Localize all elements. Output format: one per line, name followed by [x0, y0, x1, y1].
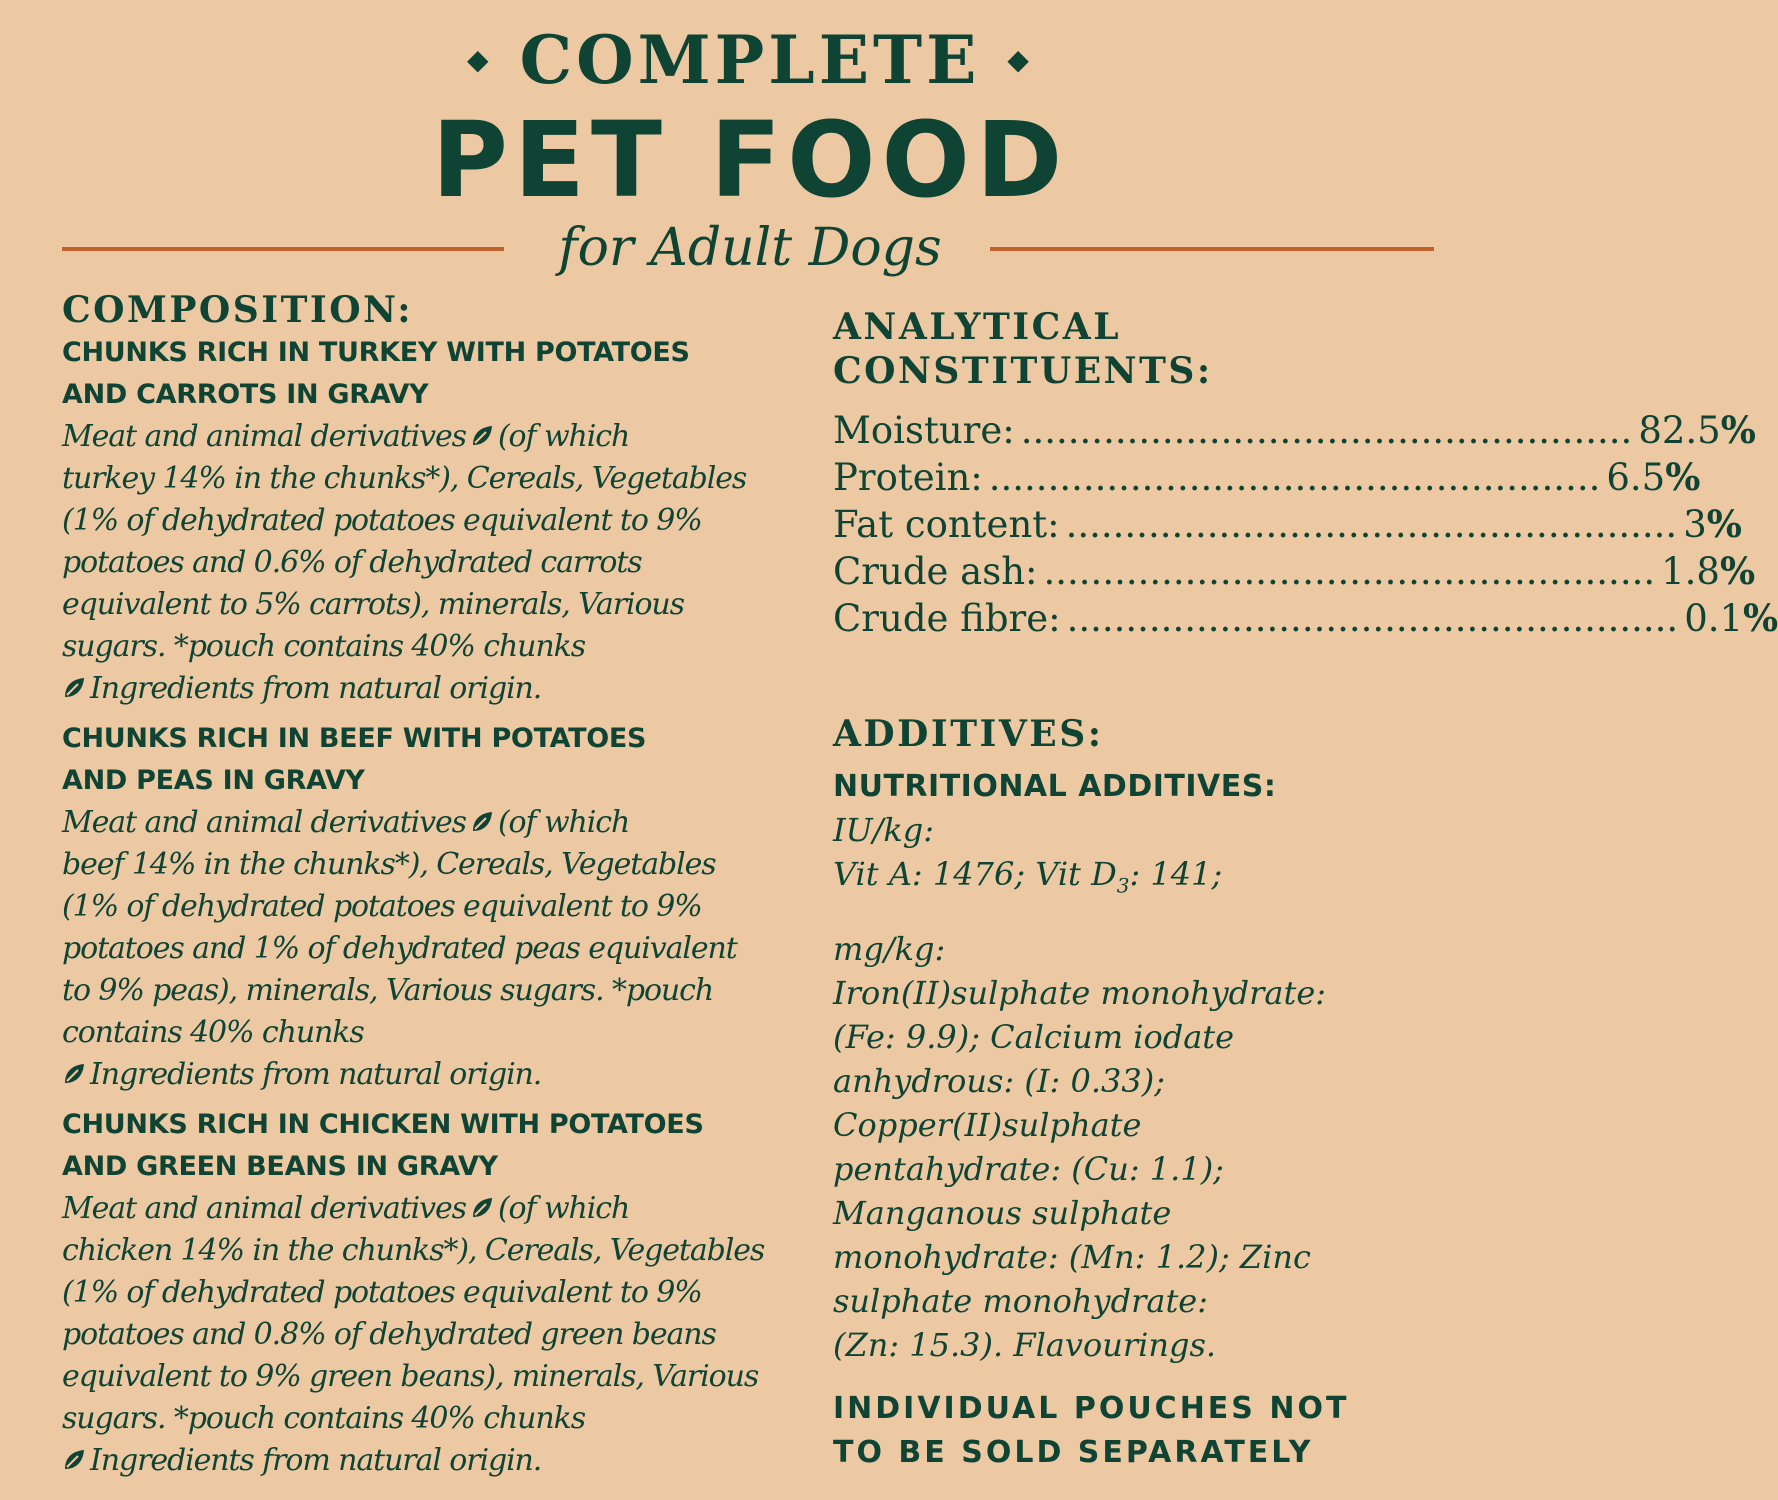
diamond-icon: ◆ — [467, 43, 493, 76]
header-subtitle: for Adult Dogs — [558, 218, 942, 278]
individual-pouches-note: INDIVIDUAL POUCHES NOT TO BE SOLD SEPARATELY — [833, 1391, 1350, 1471]
product-title: AND CARROTS IN GRAVY — [62, 379, 429, 410]
product-block — [62, 718, 822, 1096]
ingredient-line: to 9% peas), minerals, Various sugars. *pouch — [62, 973, 714, 1008]
ingredient-line: contains 40% chunks — [62, 1015, 364, 1050]
constituent-row — [833, 595, 1778, 642]
product-block — [62, 332, 822, 710]
subtitle-row — [0, 215, 1500, 285]
constituent-label: Crude ash: — [833, 550, 1038, 593]
constituent-label: Protein: — [833, 456, 983, 499]
header — [0, 20, 1500, 221]
header-complete: ◆ COMPLETE ◆ — [467, 21, 1033, 99]
ingredient-line: (1% of dehydrated potatoes equivalent to 9% — [62, 503, 702, 538]
additive-line: pentahydrate: (Cu: 1.1); — [833, 1150, 1224, 1189]
ingredient-line: equivalent to 9% green beans), minerals, Various — [62, 1359, 759, 1394]
constituent-row — [833, 454, 1701, 501]
ingredient-line: sugars. *pouch contains 40% chunks — [62, 1401, 585, 1436]
leaf-icon — [62, 1062, 86, 1086]
leader-dots: .................................................... — [1065, 503, 1678, 546]
natural-origin-note: Ingredients from natural origin. — [62, 1440, 822, 1482]
additive-line: anhydrous: (I: 0.33); — [833, 1062, 1165, 1101]
additive-line: monohydrate: (Mn: 1.2); Zinc — [833, 1238, 1311, 1277]
constituent-row — [833, 548, 1756, 595]
additive-line: (Zn: 15.3). Flavourings. — [833, 1326, 1217, 1365]
divider-left — [62, 247, 504, 251]
product-ingredients: Meat and animal derivatives (of which — [62, 419, 630, 454]
product-title: AND PEAS IN GRAVY — [62, 765, 365, 796]
spacer — [833, 907, 1453, 927]
ingredient-line: potatoes and 1% of dehydrated peas equivalent — [62, 931, 737, 966]
header-pet-food: PET FOOD — [431, 99, 1069, 221]
vitamins-line: Vit A: 1476; Vit $D_3$: 141; — [833, 855, 1223, 898]
constituent-row — [833, 407, 1756, 454]
product-ingredients: Meat and animal derivatives (of which — [62, 1191, 630, 1226]
leaf-icon — [470, 1196, 494, 1220]
leader-dots: .................................................... — [1066, 597, 1679, 640]
additive-line: sulphate monohydrate: — [833, 1282, 1209, 1321]
unit-iu: IU/kg: — [833, 811, 935, 849]
leader-dots: .................................................... — [1043, 550, 1656, 593]
constituent-label: Crude fibre: — [833, 597, 1061, 640]
constituent-value: 1.8% — [1661, 549, 1756, 593]
leader-dots: .................................................... — [1020, 409, 1633, 452]
ingredient-line: chicken 14% in the chunks*), Cereals, Vegetables — [62, 1233, 765, 1268]
analytical-section — [833, 305, 1778, 642]
additive-line: (Fe: 9.9); Calcium iodate — [833, 1018, 1235, 1057]
leaf-icon — [62, 1448, 86, 1472]
product-title: CHUNKS RICH IN TURKEY WITH POTATOES — [62, 337, 690, 368]
leaf-icon — [62, 676, 86, 700]
constituent-row — [833, 501, 1742, 548]
analytical-title: ANALYTICAL — [833, 306, 1122, 348]
natural-origin-note: Ingredients from natural origin. — [62, 1054, 822, 1096]
right-column — [833, 305, 1778, 1475]
product-title: AND GREEN BEANS IN GRAVY — [62, 1151, 498, 1182]
composition-section — [62, 288, 822, 1482]
ingredient-line: sugars. *pouch contains 40% chunks — [62, 629, 585, 664]
product-ingredients: Meat and animal derivatives (of which — [62, 805, 630, 840]
ingredient-line: equivalent to 5% carrots), minerals, Various — [62, 587, 684, 622]
ingredient-line: beef 14% in the chunks*), Cereals, Vegetables — [62, 847, 716, 882]
ingredient-line: (1% of dehydrated potatoes equivalent to 9% — [62, 889, 702, 924]
additives-title: ADDITIVES: — [833, 713, 1104, 755]
ingredient-line: potatoes and 0.8% of dehydrated green beans — [62, 1317, 716, 1352]
constituent-value: 0.1% — [1684, 596, 1778, 640]
product-title: CHUNKS RICH IN BEEF WITH POTATOES — [62, 723, 647, 754]
analytical-title: CONSTITUENTS: — [833, 350, 1213, 392]
constituent-value: 3% — [1683, 502, 1742, 546]
ingredient-line: (1% of dehydrated potatoes equivalent to 9% — [62, 1275, 702, 1310]
divider-right — [990, 247, 1434, 251]
constituent-label: Fat content: — [833, 503, 1060, 546]
natural-origin-note: Ingredients from natural origin. — [62, 668, 822, 710]
constituent-value: 6.5% — [1606, 455, 1701, 499]
unit-mg: mg/kg: — [833, 930, 946, 969]
additive-line: Iron(II)sulphate monohydrate: — [833, 974, 1327, 1013]
leaf-icon — [470, 810, 494, 834]
constituent-label: Moisture: — [833, 409, 1015, 452]
product-block — [62, 1104, 822, 1482]
diamond-icon: ◆ — [1007, 43, 1033, 76]
constituent-value: 82.5% — [1638, 408, 1756, 452]
ingredient-line: turkey 14% in the chunks*), Cereals, Vegetables — [62, 461, 747, 496]
additive-line: Copper(II)sulphate — [833, 1106, 1142, 1145]
additive-line: Manganous sulphate — [833, 1194, 1172, 1233]
leaf-icon — [470, 424, 494, 448]
nutritional-additives-title: NUTRITIONAL ADDITIVES: — [833, 769, 1277, 804]
leader-dots: .................................................... — [988, 456, 1601, 499]
ingredient-line: potatoes and 0.6% of dehydrated carrots — [62, 545, 642, 580]
composition-title: COMPOSITION: — [62, 289, 414, 331]
product-title: CHUNKS RICH IN CHICKEN WITH POTATOES — [62, 1109, 704, 1140]
